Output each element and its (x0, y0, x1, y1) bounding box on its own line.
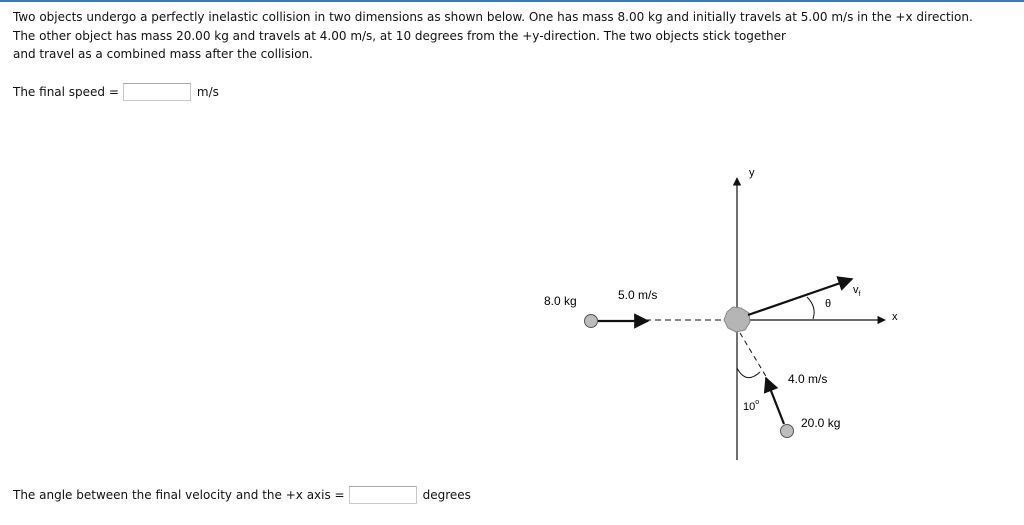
final-speed-unit: m/s (196, 85, 219, 99)
final-angle-label: The angle between the final velocity and the +x axis = (13, 488, 345, 502)
final-speed-row (13, 83, 219, 101)
theta-label: θ (825, 298, 832, 310)
y-axis-label: y (749, 167, 755, 179)
velocity2-arrow (766, 378, 784, 424)
angle-10-label: 10$^o$ (743, 399, 760, 413)
final-speed-label: The final speed = (13, 85, 119, 99)
final-angle-unit: degrees (422, 488, 471, 502)
problem-line-2: The other object has mass 20.00 kg and travels at 4.00 m/s, at 10 degrees from the +y-direction. The two objects stick together (13, 28, 786, 43)
problem-line-3: and travel as a combined mass after the collision. (13, 47, 313, 61)
incoming-path-dashed (740, 333, 767, 378)
mass1-ball (585, 315, 598, 328)
angle-10-arc (737, 368, 760, 378)
collision-diagram (520, 160, 920, 480)
final-angle-input[interactable] (349, 486, 417, 504)
problem-line-1: Two objects undergo a perfectly inelastic collision in two dimensions as shown below. One has mass 8.00 kg and initially travels at 5.00 m/s in the +x direction. (13, 10, 973, 24)
mass1-label: 8.0 kg (544, 294, 577, 308)
collision-blob (724, 307, 750, 332)
velocity1-label: 5.0 m/s (618, 288, 658, 302)
mass2-ball (781, 425, 794, 438)
final-velocity-arrow (748, 279, 852, 315)
final-speed-input[interactable] (123, 83, 191, 101)
mass2-label: 20.0 kg (801, 416, 841, 430)
final-velocity-label: $v_f$ (853, 284, 861, 298)
theta-arc (807, 297, 814, 319)
x-axis-label: x (892, 311, 898, 323)
problem-statement (13, 8, 1013, 64)
final-angle-row (13, 486, 471, 504)
velocity2-label: 4.0 m/s (788, 372, 828, 386)
top-accent-rule (0, 0, 1024, 2)
